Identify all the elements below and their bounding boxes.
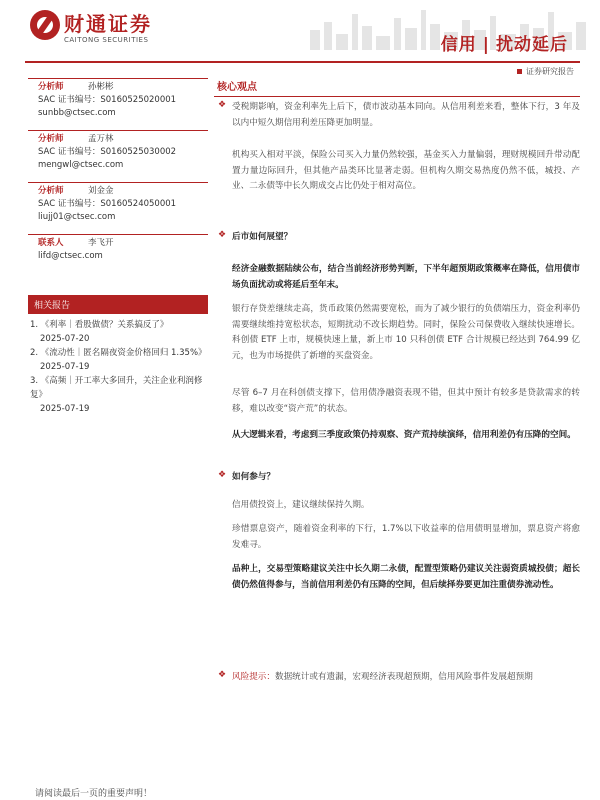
risk-text: 数据统计或有遗漏，宏观经济表现超预期，信用风险事件发展超预期 <box>274 672 533 682</box>
question-outlook: 后市如何展望？ <box>232 232 293 242</box>
paragraph-block <box>232 302 580 364</box>
analyst-card <box>28 78 208 120</box>
paragraph-8: 珍惜票息资产，随着资金利率的下行，1.7%以下收益率的信用债明显增加，票息资产将愈发难寻。 <box>232 524 580 550</box>
diamond-bullet-icon: ❖ <box>218 230 227 240</box>
footer-disclaimer: 请阅读最后一页的重要声明！ <box>35 789 153 799</box>
core-view-heading: 核心观点 <box>214 78 580 97</box>
related-report-item[interactable] <box>30 346 208 374</box>
page-header <box>0 0 600 60</box>
paragraph-4: 银行存贷差继续走高，货币政策仍然需要宽松，而为了减少银行的负债端压力，资金利率仍需要继续维持宽松状态，短期扰动不改长期趋势。同时，保险公司保费收入继续快速增长。科创债 ETF 上市，规模快速上量，新上市 10 只科创债 ETF 合计规模已经达到 764.99 亿元，也为市场提供了新增的买盘资金。 <box>232 304 580 361</box>
paragraph-3: 经济金融数据陆续公布，结合当前经济形势判断，下半年超预期政策概率在降低，信用债市场负面扰动或将延后至年末。 <box>232 264 580 290</box>
contact-card <box>28 234 208 263</box>
analyst-cert: SAC 证书编号：S0160525030002 <box>38 147 177 157</box>
header-divider <box>25 61 580 63</box>
analyst-card <box>28 130 208 172</box>
paragraph-block <box>232 386 580 417</box>
caitong-logo-icon <box>30 10 60 40</box>
related-report-title: 1. 《利率｜看股做债？关系搞反了》 <box>30 320 169 330</box>
paragraph-6: 从大逻辑来看，考虑到三季度政策仍持观察、资产荒持续演绎，信用利差仍有压降的空间。 <box>232 430 576 440</box>
paragraph-block <box>232 498 580 514</box>
paragraph-1: 受税期影响，资金利率先上后下，债市波动基本同向。从信用利差来看，整体下行，3 年及以内中短久期信用利差压降更加明显。 <box>232 102 580 128</box>
question-block <box>218 230 580 246</box>
related-report-title: 3. 《高频｜开工率大多回升，关注企业利润修复》 <box>30 376 203 400</box>
contact-email[interactable]: lifd@ctsec.com <box>38 251 103 261</box>
question-block <box>218 470 580 486</box>
logo-chinese: 财通证券 <box>64 12 152 36</box>
contact-name: 李飞开 <box>88 238 114 248</box>
report-type <box>517 66 574 77</box>
title-separator: | <box>482 35 490 55</box>
analyst-name: 刘金金 <box>88 186 114 196</box>
analyst-cert: SAC 证书编号：S0160525020001 <box>38 95 177 105</box>
analyst-name: 孙彬彬 <box>88 82 114 92</box>
diamond-bullet-icon: ❖ <box>218 670 227 680</box>
related-reports <box>28 295 208 416</box>
diamond-bullet-icon: ❖ <box>218 100 227 110</box>
paragraph-block <box>232 428 580 444</box>
related-report-title: 2. 《流动性｜匿名隔夜资金价格回归 1.35%》 <box>30 348 207 358</box>
main-content <box>214 78 580 590</box>
related-report-item[interactable] <box>30 374 208 416</box>
paragraph-block <box>232 562 580 593</box>
paragraph-5: 尽管 6–7 月在科创债支撑下，信用债净融资表现不错，但其中预计有较多是贷款需求的转移，难以改变“资产荒”的状态。 <box>232 388 580 414</box>
report-title <box>441 30 568 55</box>
analyst-role: 分析师 <box>38 186 64 196</box>
diamond-bullet-icon: ❖ <box>218 470 227 480</box>
related-report-item[interactable] <box>30 318 208 346</box>
related-report-date: 2025-07-19 <box>40 362 90 372</box>
related-reports-list <box>28 314 208 416</box>
analyst-cert: SAC 证书编号：S0160524050001 <box>38 199 177 209</box>
analyst-card <box>28 182 208 224</box>
analyst-email[interactable]: mengwl@ctsec.com <box>38 160 124 170</box>
analyst-email[interactable]: liujj01@ctsec.com <box>38 212 116 222</box>
paragraph-block <box>232 262 580 293</box>
paragraph-block <box>232 148 580 195</box>
analyst-name: 孟万林 <box>88 134 114 144</box>
title-part2: 扰动延后 <box>496 35 568 55</box>
square-bullet-icon <box>517 69 522 74</box>
contact-role: 联系人 <box>38 238 64 248</box>
report-type-label: 证券研究报告 <box>526 67 574 76</box>
analyst-role: 分析师 <box>38 134 64 144</box>
logo-english: CAITONG SECURITIES <box>64 36 149 44</box>
paragraph-9: 品种上，交易型策略建议关注中长久期二永债，配置型策略仍建议关注弱资质城投债；超长债仍然值得参与，当前信用利差仍有压降的空间，但后续择券要更加注重债券流动性。 <box>232 564 580 590</box>
analyst-role: 分析师 <box>38 82 64 92</box>
risk-label: 风险提示： <box>232 672 275 682</box>
risk-block <box>218 670 580 686</box>
title-part1: 信用 <box>440 35 477 55</box>
paragraph-2: 机构买入相对平淡，保险公司买入力量仍然较强，基金买入力量偏弱，理财规模回升带动配置力量边际回升，但其他产品类环比显著走弱。但机构久期交易热度仍然不低，城投、产业、二永债等中长久期成交占比仍处于相对高位。 <box>232 150 580 191</box>
sidebar <box>28 78 208 416</box>
paragraph-7: 信用债投资上，建议继续保持久期。 <box>232 500 370 510</box>
paragraph-block <box>232 522 580 553</box>
related-reports-heading: 相关报告 <box>28 295 208 314</box>
paragraph-block <box>218 100 580 131</box>
related-report-date: 2025-07-20 <box>40 334 90 344</box>
analyst-email[interactable]: sunbb@ctsec.com <box>38 108 116 118</box>
related-report-date: 2025-07-19 <box>40 404 90 414</box>
question-participate: 如何参与？ <box>232 472 275 482</box>
